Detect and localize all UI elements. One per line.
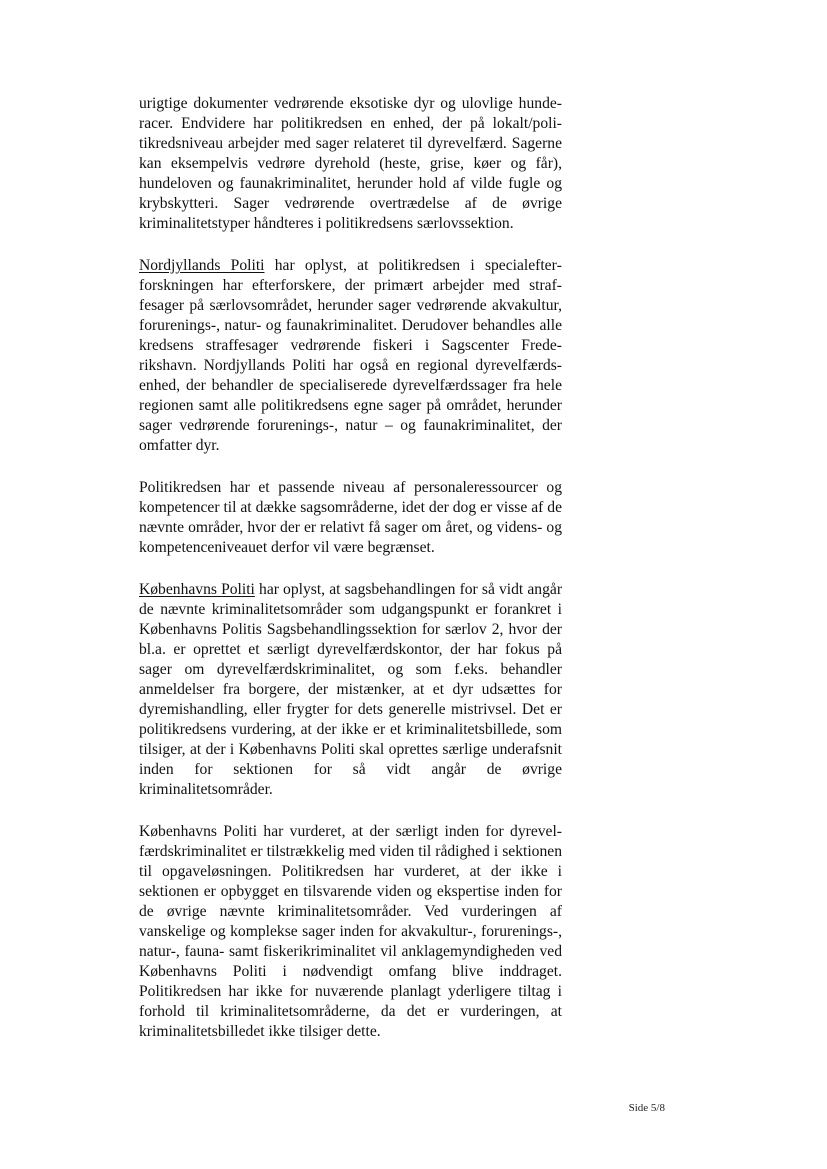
- paragraph-3: [139, 478, 562, 558]
- paragraph-2-text: har oplyst, at politikredsen i specialefterforskningen har efterforskere, der primært arbejder med straffesager på særlovsområdet, herunder sager vedrørende akvakultur, forurenings-, natur- og faunakriminalitet. Derudover behandles alle kredsens straffesager vedrørende fiskeri i Sagscenter Frederikshavn. Nordjyllands Politi har også en regional dyrevelfærdsenhed, der behandler de specialiserede dyrevelfærdssager fra hele regionen samt alle politikredsens egne sager på området, herunder sager vedrørende forurenings-, natur – og faunakriminalitet, der omfatter dyr.: [139, 257, 562, 454]
- paragraph-2: [139, 256, 562, 456]
- paragraph-1-text: urigtige dokumenter vedrørende eksotiske dyr og ulovlige hunderacer. Endvidere har politikredsen en enhed, der på lokalt/politikredsniveau arbejder med sager relateret til dyrevelfærd. Sagerne kan eksempelvis vedrøre dyrehold (heste, grise, køer og får), hundeloven og faunakriminalitet, herunder hold af vilde fugle og krybskytteri. Sager vedrørende overtrædelse af de øvrige kriminalitetstyper håndteres i politikredsens særlovssektion.: [139, 95, 562, 232]
- paragraph-3-text: Politikredsen har et passende niveau af personaleressourcer og kompetencer til at dække sagsområderne, idet der dog er visse af de nævnte områder, hvor der er relativt få sager om året, og videns- og kompetenceniveauet derfor vil være begrænset.: [139, 479, 562, 556]
- paragraph-5-text: Københavns Politi har vurderet, at der særligt inden for dyrevelfærdskriminalitet er tilstrækkelig med viden til rådighed i sektionen til opgaveløsningen. Politikredsen har vurderet, at der ikke i sektionen er opbygget en tilsvarende viden og ekspertise inden for de øvrige nævnte kriminalitetsområder. Ved vurderingen af vanskelige og komplekse sager inden for akvakultur-, forurenings-, natur-, fauna- samt fiskerikriminalitet vil anklagemyndigheden ved Københavns Politi i nødvendigt omfang blive inddraget. Politikredsen har ikke for nuværende planlagt yderligere tiltag i forhold til kriminalitetsområderne, da det er vurderingen, at kriminalitetsbilledet ikke tilsiger dette.: [139, 823, 562, 1040]
- document-body: [139, 94, 562, 1064]
- paragraph-1: [139, 94, 562, 234]
- page-number: Side 5/8: [628, 1102, 665, 1114]
- paragraph-4-lead: Københavns Politi: [139, 581, 255, 598]
- paragraph-4: [139, 580, 562, 800]
- paragraph-4-text: har oplyst, at sagsbehandlingen for så vidt angår de nævnte kriminalitetsområder som udgangspunkt er forankret i Københavns Politis Sagsbehandlingssektion for særlov 2, hvor der bl.a. er oprettet et særligt dyrevelfærdskontor, der har fokus på sager om dyrevelfærdskriminalitet, og som f.eks. behandler anmeldelser fra borgere, der mistænker, at et dyr udsættes for dyremishandling, eller frygter for dets generelle mistrivsel. Det er politikredsens vurdering, at der ikke er et kriminalitetsbillede, som tilsiger, at der i Københavns Politi skal oprettes særlige underafsnit inden for sektionen for så vidt angår de øvrige kriminalitetsområder.: [139, 581, 563, 798]
- paragraph-2-lead: Nordjyllands Politi: [139, 257, 265, 274]
- paragraph-5: [139, 822, 562, 1042]
